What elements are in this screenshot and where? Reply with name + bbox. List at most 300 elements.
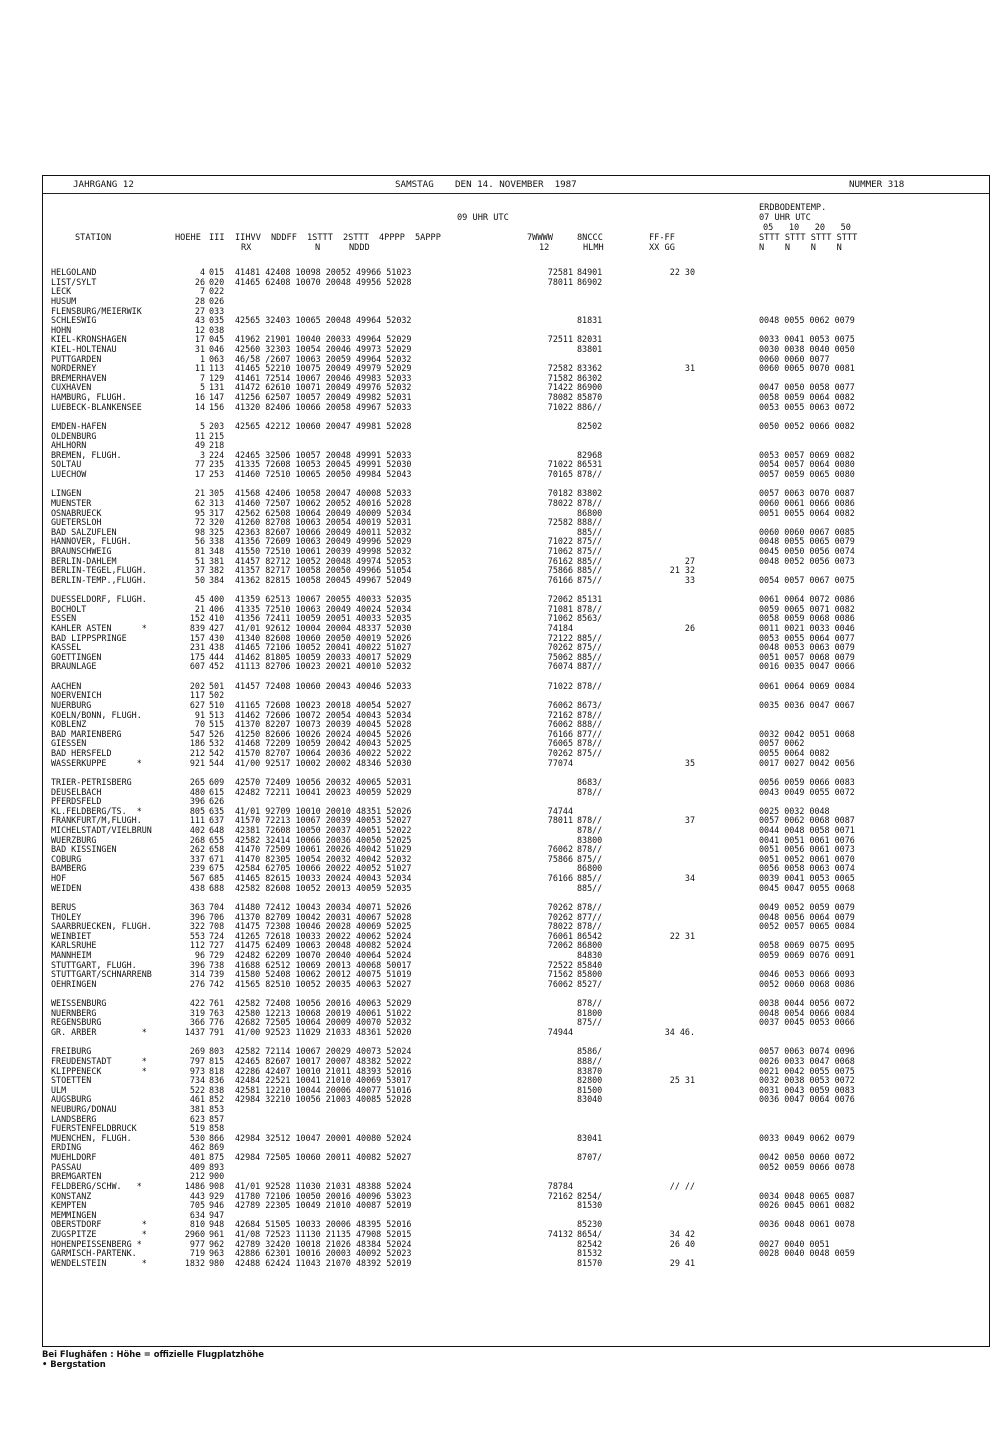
station-row (43, 863, 989, 873)
col-soil-sttt: STTT STTT STTT STTT (759, 233, 858, 243)
cell-main: 42886 62301 10016 20003 40092 52023 (235, 1248, 412, 1259)
cell-he: 5 (199, 382, 205, 393)
cell-ii: 338 (209, 536, 225, 547)
cell-ii: 444 (209, 651, 225, 662)
cell-ed: 0051 0057 0068 0079 (759, 651, 855, 662)
cell-pr: 70165 (547, 469, 573, 479)
cell-he: 77 (194, 459, 205, 470)
cell-ed: 0049 0052 0059 0079 (759, 901, 855, 912)
cell-ii: 033 (209, 305, 225, 316)
station-row (43, 1123, 989, 1133)
cell-he: 522 (189, 1084, 205, 1095)
cell-cl: 878// (577, 921, 603, 932)
cell-pr: 71022 (547, 680, 573, 691)
station-row (43, 1056, 989, 1066)
cell-main: 41165 72608 10023 20018 40054 52027 (235, 699, 412, 710)
cell-ff: 34 (684, 873, 695, 884)
station-row (43, 594, 989, 604)
cell-st: BERLIN-TEMP.,FLUGH. (51, 574, 147, 585)
cell-ii: 908 (209, 1180, 225, 1191)
cell-st: NUERNBERG (51, 1007, 97, 1018)
station-row (43, 700, 989, 710)
cell-st: HANNOVER, FLUGH. (51, 536, 132, 547)
station-row (43, 459, 989, 469)
cell-st: THOLEY (51, 911, 82, 922)
cell-main: 42482 62209 10070 20040 40064 52024 (235, 950, 412, 960)
cell-main: 41470 72509 10061 20026 40042 51029 (235, 844, 412, 855)
cell-st: KONSTANZ (51, 1190, 92, 1201)
header-rule (43, 193, 989, 194)
cell-cl: 885// (577, 565, 603, 576)
cell-ed: 0026 0045 0061 0082 (759, 1200, 855, 1211)
cell-st: HUSUM (51, 295, 77, 306)
cell-cl: 8563/ (577, 613, 603, 624)
station-row (43, 1152, 989, 1162)
cell-st: FUERSTENFELDBRUCK (51, 1123, 137, 1134)
cell-pr: 71422 (547, 382, 573, 393)
cell-main: 41472 62610 10071 20049 49976 52032 (235, 382, 412, 393)
cell-ed: 0058 0069 0075 0095 (759, 940, 855, 951)
cell-ed: 0048 0052 0056 0073 (759, 555, 855, 566)
cell-cl: 81800 (577, 1007, 603, 1018)
cell-st: MEMMINGEN (51, 1209, 97, 1220)
cell-cl: 878// (577, 901, 603, 912)
cell-he: 462 (189, 1142, 205, 1153)
station-row (43, 844, 989, 854)
station-row (43, 969, 989, 979)
cell-he: 443 (189, 1190, 205, 1201)
cell-cl: 8707/ (577, 1152, 603, 1162)
station-row (43, 556, 989, 566)
cell-he: 28 (194, 295, 205, 306)
cell-he: 11 (194, 363, 205, 374)
cell-main: 42682 72505 10064 20009 40070 52032 (235, 1017, 412, 1028)
cell-st: GARMISCH-PARTENK. (51, 1248, 137, 1259)
cell-cl: 85131 (577, 594, 603, 605)
cell-ed: 0060 0061 0066 0086 (759, 497, 855, 508)
cell-ii: 609 (209, 776, 225, 787)
cell-cl: 878// (577, 738, 603, 749)
station-row (43, 806, 989, 816)
col-2sttt: 2STTT (343, 233, 369, 243)
cell-pr: 71022 (547, 459, 573, 470)
soil-temp-time: 07 UHR UTC (759, 213, 811, 223)
cell-pr: 74184 (547, 622, 573, 633)
cell-he: 111 (189, 815, 205, 826)
station-row (43, 642, 989, 652)
cell-ii: 857 (209, 1113, 225, 1124)
cell-st: MUENCHEN, FLUGH. (51, 1132, 132, 1143)
cell-he: 402 (189, 825, 205, 835)
cell-st: TRIER-PETRISBERG (51, 776, 132, 787)
cell-cl: 83870 (577, 1065, 603, 1076)
cell-ii: 858 (209, 1123, 225, 1134)
cell-ii: 708 (209, 921, 225, 932)
cell-cl: 81831 (577, 315, 603, 326)
cell-ed: 0052 0057 0065 0084 (759, 921, 855, 932)
cell-st: HELGOLAND (51, 267, 97, 277)
station-row (43, 344, 989, 354)
cell-he: 27 (194, 305, 205, 316)
cell-he: 70 (194, 719, 205, 730)
cell-st: MUEHLDORF (51, 1152, 97, 1162)
obs-time: 09 UHR UTC (457, 213, 509, 223)
station-row (43, 469, 989, 479)
cell-ii: 637 (209, 815, 225, 826)
cell-ed: 0053 0055 0063 0072 (759, 401, 855, 412)
cell-ii: 532 (209, 738, 225, 749)
cell-he: 117 (189, 690, 205, 701)
cell-main: 41468 72209 10059 20042 40043 52025 (235, 738, 412, 749)
cell-st: WUERZBURG (51, 834, 97, 845)
cell-ii: 675 (209, 863, 225, 874)
station-row (43, 354, 989, 364)
cell-ii: 224 (209, 449, 225, 460)
cell-st: HOF (51, 873, 67, 884)
cell-cl: 8254/ (577, 1190, 603, 1201)
station-row (43, 633, 989, 643)
cell-pr: 71062 (547, 546, 573, 556)
station-row (43, 1066, 989, 1076)
cell-cl: 8654/ (577, 1229, 603, 1239)
cell-pr: 76162 (547, 555, 573, 566)
station-row (43, 613, 989, 623)
station-row (43, 815, 989, 825)
cell-he: 186 (189, 738, 205, 749)
cell-he: 422 (189, 998, 205, 1009)
cell-ii: 946 (209, 1200, 225, 1211)
cell-he: 314 (189, 969, 205, 980)
cell-ii: 063 (209, 353, 225, 364)
cell-ed: 0056 0058 0063 0074 (759, 863, 855, 874)
station-row (43, 1229, 989, 1239)
cell-ff: 29 41 (669, 1257, 695, 1268)
cell-main: 42580 12213 10068 20019 40061 51022 (235, 1007, 412, 1018)
cell-main: 41460 72510 10065 20050 49984 52043 (235, 469, 412, 479)
station-row (43, 382, 989, 392)
cell-cl: 81500 (577, 1084, 603, 1095)
cell-ed: 0028 0040 0048 0059 (759, 1248, 855, 1259)
cell-ed: 0054 0057 0064 0080 (759, 459, 855, 470)
cell-main: 42984 32210 10056 21003 40085 52028 (235, 1094, 412, 1105)
cell-pr: 78022 (547, 497, 573, 508)
cell-main: 42582 82608 10052 20013 40059 52035 (235, 882, 412, 893)
cell-ii: 235 (209, 459, 225, 470)
cell-he: 627 (189, 699, 205, 710)
cell-st: FREIBURG (51, 1046, 92, 1057)
cell-he: 438 (189, 882, 205, 893)
cell-ed: 0038 0044 0056 0072 (759, 998, 855, 1009)
cell-st: KARLSRUHE (51, 940, 97, 951)
cell-pr: 72122 (547, 632, 573, 643)
cell-ed: 0033 0041 0053 0075 (759, 334, 855, 345)
cell-main: 41335 72510 10063 20049 40024 52034 (235, 603, 412, 614)
cell-pr: 70262 (547, 748, 573, 758)
cell-ii: 763 (209, 1007, 225, 1018)
cell-he: 157 (189, 632, 205, 643)
cell-ii: 317 (209, 507, 225, 518)
cell-ii: 320 (209, 517, 225, 528)
cell-main: 41962 21901 10040 20033 49964 52029 (235, 334, 412, 345)
station-row (43, 661, 989, 671)
cell-ii: 502 (209, 690, 225, 701)
cell-main: 42582 72408 10056 20016 40063 52029 (235, 998, 412, 1009)
cell-he: 3 (199, 449, 205, 460)
cell-he: 72 (194, 517, 205, 528)
cell-ii: 852 (209, 1094, 225, 1105)
cell-ed: 0037 0045 0053 0066 (759, 1017, 855, 1028)
cell-pr: 76062 (547, 978, 573, 989)
cell-main: 42560 32303 10054 20046 49973 52029 (235, 344, 412, 354)
cell-he: 265 (189, 776, 205, 787)
cell-main: 42789 22305 10049 21010 40087 52019 (235, 1200, 412, 1211)
cell-cl: 83041 (577, 1132, 603, 1143)
cell-cl: 83362 (577, 363, 603, 374)
col-5appp: 5APPP (415, 233, 441, 243)
cell-cl: 885// (577, 555, 603, 566)
cell-main: 41461 72514 10067 20046 49983 52033 (235, 372, 412, 383)
cell-he: 12 (194, 324, 205, 335)
cell-ed: 0051 0055 0064 0082 (759, 507, 855, 518)
cell-ii: 739 (209, 969, 225, 980)
cell-ii: 026 (209, 295, 225, 306)
col-iihvv-sub: RX (241, 243, 252, 253)
cell-he: 607 (189, 661, 205, 672)
cell-st: OSNABRUECK (51, 507, 102, 518)
cell-he: 268 (189, 834, 205, 845)
station-row (43, 517, 989, 527)
cell-he: 567 (189, 873, 205, 884)
station-row (43, 960, 989, 970)
cell-cl: 8527/ (577, 978, 603, 989)
footnotes (42, 1349, 264, 1369)
cell-st: HAMBURG, FLUGH. (51, 392, 127, 403)
cell-cl: 8683/ (577, 776, 603, 787)
station-row (43, 604, 989, 614)
station-row (43, 373, 989, 383)
cell-st: KAHLER ASTEN * (51, 622, 147, 633)
cell-ed: 0047 0050 0058 0077 (759, 382, 855, 393)
station-row (43, 488, 989, 498)
cell-st: COBURG (51, 853, 82, 864)
cell-main: 41359 62513 10067 20055 40033 52035 (235, 594, 412, 605)
cell-ed: 0031 0043 0059 0083 (759, 1084, 855, 1095)
cell-st: MANNHEIM (51, 950, 92, 960)
cell-ii: 156 (209, 401, 225, 412)
cell-ed: 0055 0064 0082 (759, 748, 830, 758)
cell-he: 921 (189, 757, 205, 768)
cell-ii: 035 (209, 315, 225, 326)
cell-pr: 72522 (547, 959, 573, 970)
station-row (43, 402, 989, 412)
cell-cl: 81530 (577, 1200, 603, 1211)
cell-ff: 34 46. (664, 1027, 695, 1037)
cell-main: 41570 82707 10064 20036 40022 52022 (235, 748, 412, 758)
cell-main: 41113 82706 10023 20021 40010 52032 (235, 661, 412, 672)
cell-main: 42562 62508 10064 20049 40009 52034 (235, 507, 412, 518)
station-row (43, 1075, 989, 1085)
cell-st: BAD SALZUFLEN (51, 526, 117, 537)
cell-ii: 869 (209, 1142, 225, 1153)
cell-ii: 671 (209, 853, 225, 864)
cell-st: STUTTGART, FLUGH. (51, 959, 137, 970)
cell-st: AUGSBURG (51, 1094, 92, 1105)
cell-ii: 046 (209, 344, 225, 354)
station-row (43, 681, 989, 691)
cell-ii: 929 (209, 1190, 225, 1201)
cell-pr: 76166 (547, 574, 573, 585)
station-row (43, 921, 989, 931)
cell-st: ERDING (51, 1142, 82, 1153)
cell-main: 41/01 92528 11030 21031 48388 52024 (235, 1180, 412, 1191)
cell-cl: 885// (577, 873, 603, 884)
cell-he: 16 (194, 392, 205, 403)
cell-st: KASSEL (51, 642, 82, 653)
cell-ed: 0057 0059 0065 0080 (759, 469, 855, 479)
cell-pr: 74132 (547, 1229, 573, 1239)
station-row (43, 306, 989, 316)
cell-pr: 71582 (547, 372, 573, 383)
cell-st: KIEL-KRONSHAGEN (51, 334, 127, 345)
cell-ii: 406 (209, 603, 225, 614)
cell-ed: 0039 0041 0053 0065 (759, 873, 855, 884)
cell-ed: 0035 0036 0047 0067 (759, 699, 855, 710)
station-row (43, 912, 989, 922)
cell-st: EMDEN-HAFEN (51, 420, 107, 431)
cell-ii: 313 (209, 497, 225, 508)
cell-ii: 510 (209, 699, 225, 710)
cell-ed: 0056 0059 0066 0083 (759, 776, 855, 787)
cell-st: BERUS (51, 901, 77, 912)
col-1sttt: 1STTT (307, 233, 333, 243)
cell-st: KEMPTEN (51, 1200, 87, 1211)
cell-ff: 26 40 (669, 1238, 695, 1249)
cell-st: LINGEN (51, 488, 82, 499)
cell-st: LECK (51, 286, 72, 297)
cell-ii: 015 (209, 267, 225, 277)
cell-main: 41362 82815 10058 20045 49967 52049 (235, 574, 412, 585)
cell-st: BAMBERG (51, 863, 87, 874)
cell-cl: 83802 (577, 488, 603, 499)
station-row (43, 575, 989, 585)
cell-main: 41457 72408 10060 20043 40046 52033 (235, 680, 412, 691)
cell-st: ESSEN (51, 613, 77, 624)
date-label: DEN 14. NOVEMBER 1987 (455, 179, 577, 190)
cell-ii: 438 (209, 642, 225, 653)
cell-pr: 77074 (547, 757, 573, 768)
cell-he: 231 (189, 642, 205, 653)
cell-st: KLIPPENECK * (51, 1065, 147, 1076)
cell-cl: 878// (577, 786, 603, 797)
cell-ff: 35 (684, 757, 695, 768)
cell-he: 239 (189, 863, 205, 874)
cell-ed: 0053 0055 0064 0077 (759, 632, 855, 643)
station-row (43, 315, 989, 325)
cell-cl: 86800 (577, 940, 603, 951)
col-1sttt-sub: N (315, 243, 321, 253)
station-row (43, 902, 989, 912)
cell-ii: 685 (209, 873, 225, 884)
cell-pr: 78082 (547, 392, 573, 403)
station-row (43, 536, 989, 546)
station-row (43, 1181, 989, 1191)
cell-st: ULM (51, 1084, 67, 1095)
cell-ed: 0045 0050 0056 0074 (759, 546, 855, 556)
col-8nccc: 8NCCC (577, 233, 603, 243)
cell-st: KOBLENZ (51, 719, 87, 730)
cell-ii: 542 (209, 748, 225, 758)
cell-he: 212 (189, 1171, 205, 1182)
cell-ed: 0048 0056 0064 0079 (759, 911, 855, 922)
cell-cl: 878// (577, 844, 603, 855)
station-row (43, 940, 989, 950)
cell-main: 42363 82607 10066 20049 40011 52032 (235, 526, 412, 537)
cell-he: 810 (189, 1219, 205, 1230)
cell-cl: 878// (577, 603, 603, 614)
station-row (43, 1162, 989, 1172)
cell-st: LANDSBERG (51, 1113, 97, 1124)
cell-pr: 76062 (547, 719, 573, 730)
station-row (43, 1142, 989, 1152)
cell-st: OEHRINGEN (51, 978, 97, 989)
cell-ii: 348 (209, 546, 225, 556)
station-row (43, 431, 989, 441)
cell-pr: 78011 (547, 815, 573, 826)
cell-he: 5 (199, 420, 205, 431)
cell-he: 269 (189, 1046, 205, 1057)
cell-main: 42684 51505 10033 20006 48395 52016 (235, 1219, 412, 1230)
cell-he: 26 (194, 276, 205, 287)
col-hoehe: HOEHE (175, 233, 201, 243)
cell-cl: 85840 (577, 959, 603, 970)
station-row (43, 796, 989, 806)
cell-ed: 0048 0055 0065 0079 (759, 536, 855, 547)
cell-main: 41457 82712 10052 20048 49974 52053 (235, 555, 412, 566)
cell-st: BOCHOLT (51, 603, 87, 614)
station-row (43, 1171, 989, 1181)
cell-ff: // // (669, 1180, 695, 1191)
cell-ii: 838 (209, 1084, 225, 1095)
cell-he: 276 (189, 978, 205, 989)
issue-number: NUMMER 318 (849, 179, 905, 190)
cell-cl: 888// (577, 719, 603, 730)
cell-ed: 0044 0048 0058 0071 (759, 825, 855, 835)
cell-cl: 875// (577, 853, 603, 864)
cell-cl: 875// (577, 574, 603, 585)
cell-ii: 305 (209, 488, 225, 499)
cell-st: BRAUNSCHWEIG (51, 546, 112, 556)
cell-ii: 626 (209, 796, 225, 807)
cell-st: FELDBERG/SCHW. * (51, 1180, 142, 1191)
col-soil-n: N N N N (759, 243, 842, 253)
cell-ii: 818 (209, 1065, 225, 1076)
cell-cl: 888// (577, 517, 603, 528)
station-row (43, 1133, 989, 1143)
cell-ii: 384 (209, 574, 225, 585)
cell-ii: 526 (209, 728, 225, 739)
cell-he: 7 (199, 372, 205, 383)
cell-st: NEUBURG/DONAU (51, 1103, 117, 1114)
cell-ii: 648 (209, 825, 225, 835)
cell-he: 98 (194, 526, 205, 537)
cell-pr: 70182 (547, 488, 573, 499)
cell-he: 50 (194, 574, 205, 585)
cell-cl: 86531 (577, 459, 603, 470)
station-row (43, 758, 989, 768)
cell-ii: 215 (209, 430, 225, 441)
cell-ii: 836 (209, 1075, 225, 1086)
cell-cl: 85230 (577, 1219, 603, 1230)
